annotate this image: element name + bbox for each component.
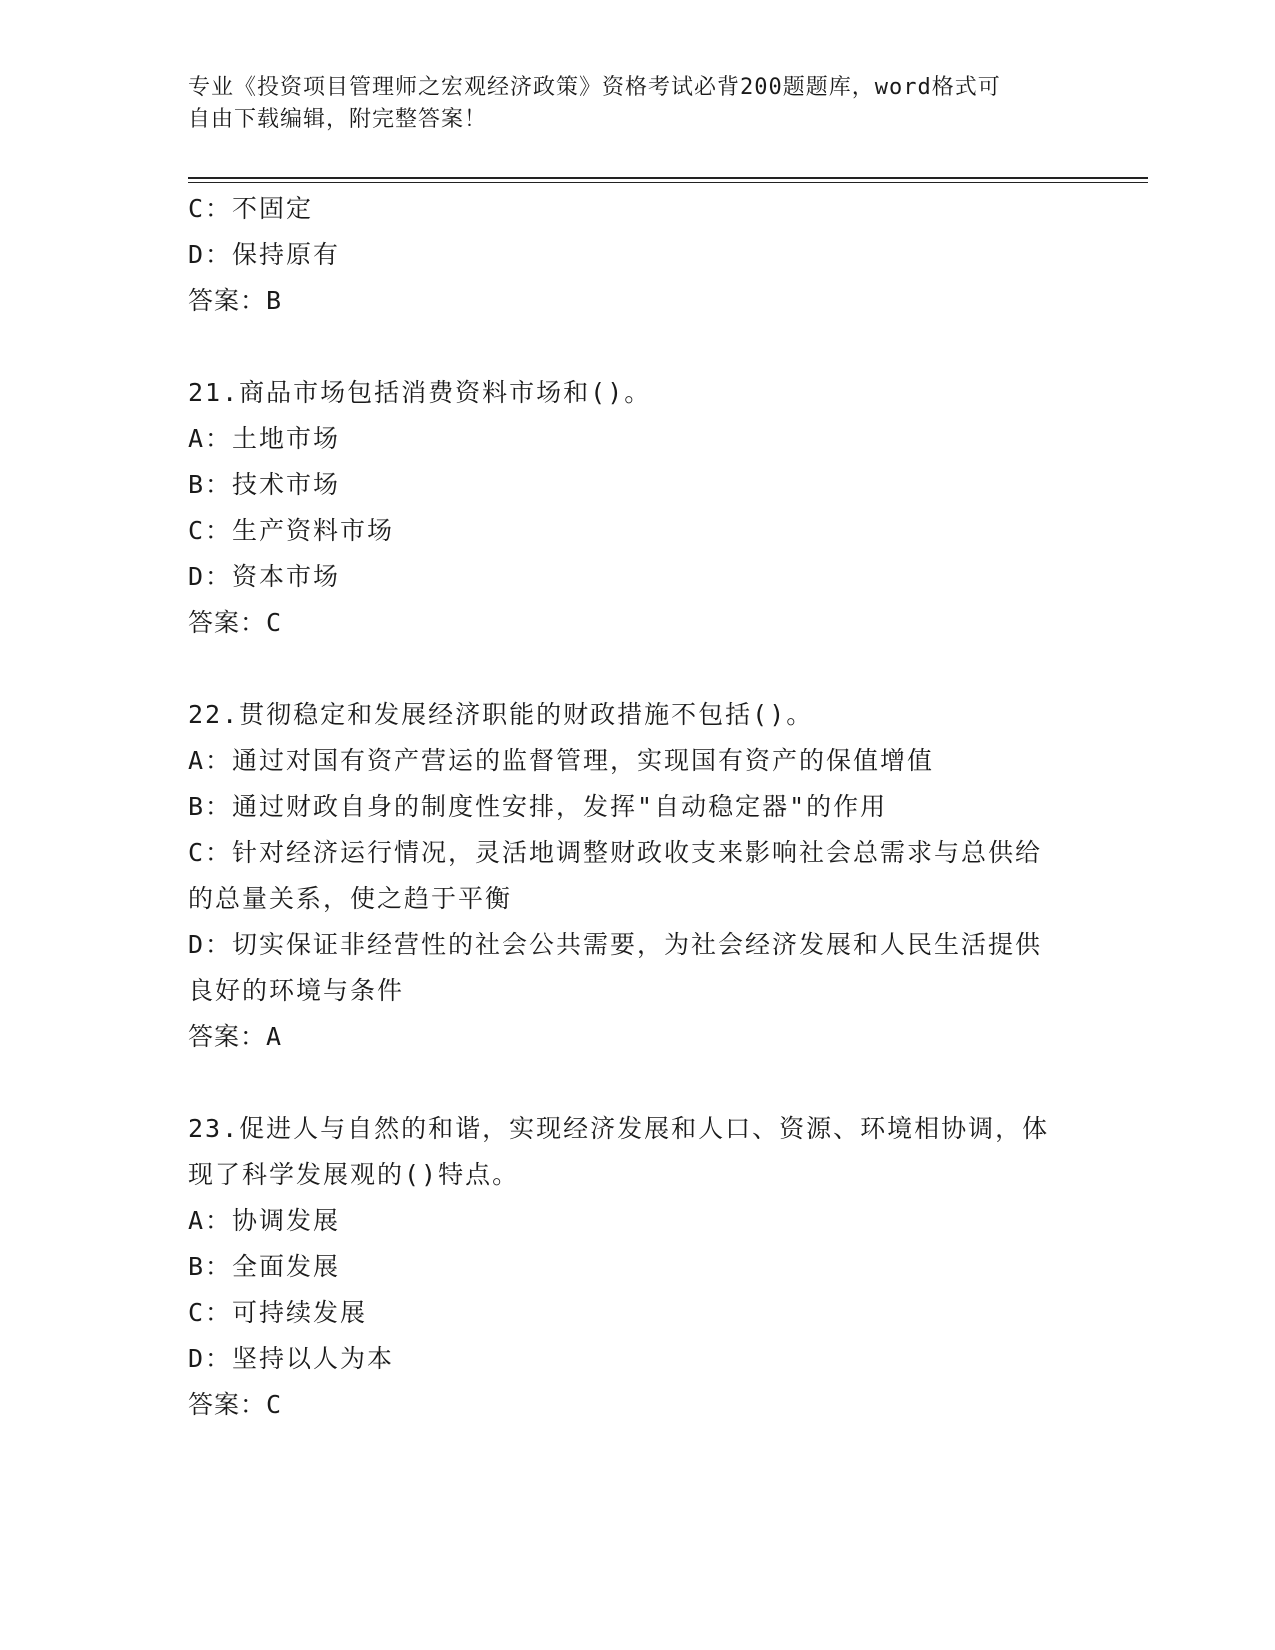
document-body [188, 186, 1068, 1428]
question-23 [188, 1106, 1068, 1428]
option-b: B：通过财政自身的制度性安排，发挥"自动稳定器"的作用 [188, 792, 888, 821]
answer-label: 答案： [188, 608, 267, 637]
option-c: C：可持续发展 [188, 1298, 368, 1327]
answer-label: 答案： [188, 1022, 267, 1051]
header-line-1: 专业《投资项目管理师之宏观经济政策》资格考试必背200题题库，word格式可 [188, 75, 1001, 100]
answer-label: 答案： [188, 286, 267, 315]
answer-value: B [266, 286, 283, 315]
option-d: D：切实保证非经营性的社会公共需要，为社会经济发展和人民生活提供良好的环境与条件 [188, 930, 1043, 1005]
option-c: C：针对经济运行情况，灵活地调整财政收支来影响社会总需求与总供给的总量关系，使之趋于平衡 [188, 838, 1043, 913]
option-d: D：坚持以人为本 [188, 1344, 395, 1373]
document-header [188, 72, 1068, 136]
answer-value: C [266, 1390, 283, 1419]
question-21 [188, 370, 1068, 646]
option-b: B：技术市场 [188, 470, 341, 499]
option-c: C：生产资料市场 [188, 516, 395, 545]
question-answer [188, 600, 1068, 646]
header-divider-thin [188, 182, 1148, 183]
question-22 [188, 692, 1068, 1060]
question-answer [188, 1382, 1068, 1428]
answer-value: C [266, 608, 283, 637]
question-stem: 22.贯彻稳定和发展经济职能的财政措施不包括()。 [188, 700, 814, 729]
answer-value: A [266, 1022, 283, 1051]
option-a: A：通过对国有资产营运的监督管理，实现国有资产的保值增值 [188, 746, 935, 775]
question-stem: 23.促进人与自然的和谐，实现经济发展和人口、资源、环境相协调，体现了科学发展观的()特点。 [188, 1114, 1050, 1189]
header-divider-thick [188, 177, 1148, 179]
option-a: A：协调发展 [188, 1206, 341, 1235]
prev-answer [188, 278, 1068, 324]
prev-option-d: D：保持原有 [188, 240, 341, 269]
option-a: A：土地市场 [188, 424, 341, 453]
header-line-2: 自由下载编辑，附完整答案！ [188, 107, 488, 132]
question-stem: 21.商品市场包括消费资料市场和()。 [188, 378, 652, 407]
option-d: D：资本市场 [188, 562, 341, 591]
option-b: B：全面发展 [188, 1252, 341, 1281]
question-answer [188, 1014, 1068, 1060]
answer-label: 答案： [188, 1390, 267, 1419]
prev-option-c: C：不固定 [188, 194, 314, 223]
